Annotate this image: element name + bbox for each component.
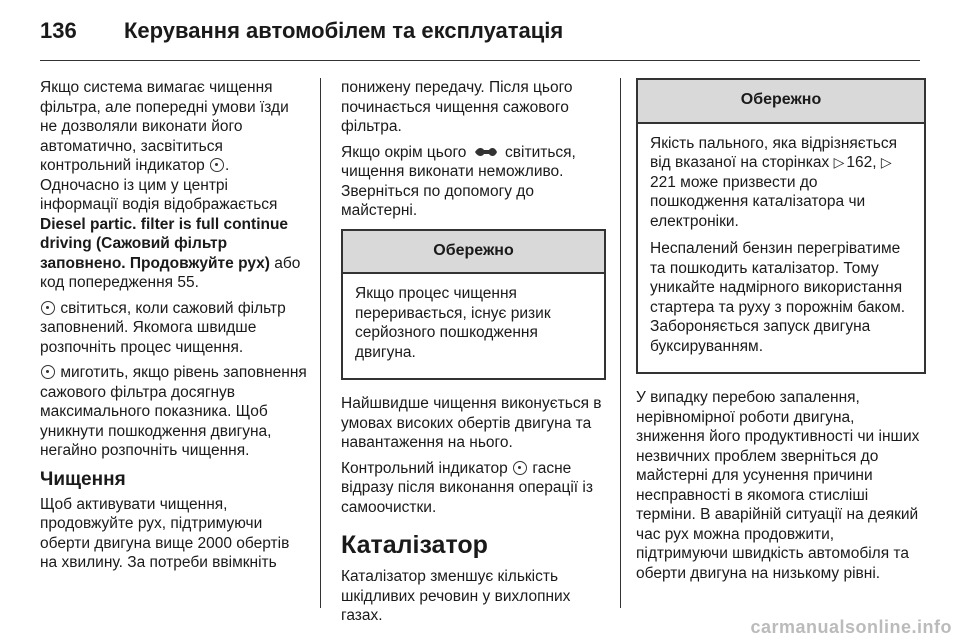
arrow-right-icon: ▷ — [833, 154, 845, 170]
page-number: 136 — [40, 18, 77, 43]
paragraph: понижену передачу. Після цього починається чищення сажового фільтра. — [341, 79, 573, 135]
paragraph: Якщо система вимагає чищення фільтра, але попередні умови їзди не дозволяли виконати його автоматично, засвітиться контрольний індикатор . Одночасно із цим у центрі інформації водія відображається Diesel partic. filter is full continue driving (Сажовий фільтр заповнено. Продовжуйте рух) або код попередження 55. — [40, 79, 301, 291]
warning-box — [341, 229, 606, 381]
paragraph: Контрольний індикатор гасне відразу після виконання операції із самоочистки. — [341, 459, 593, 516]
page-ref-link[interactable]: 162, — [846, 154, 877, 171]
paragraph: світиться, коли сажовий фільтр заповнений. Якомога швидше розпочніть процес чищення. — [40, 299, 286, 356]
dpf-icon — [513, 461, 527, 475]
column-divider-2 — [620, 78, 621, 608]
paragraph: У випадку перебою запалення, нерівномірної роботи двигуна, зниження його продуктивності чи інших незвичних проблем зверніться до майстерні для усунення причини несправності в якомога стисліші терміни. В аварійній ситуації на деякий час рух можна продовжити, підтримуючи швидкість автомобіля та оберти двигуна на низькому рівні. — [636, 389, 920, 582]
display-message: Diesel partic. filter is full continue driving (Сажовий фільтр заповнено. Продовжуйте рух) — [40, 215, 289, 272]
column-3 — [636, 78, 926, 589]
section-heading-catalyst: Каталізатор — [341, 531, 488, 559]
paragraph: Якщо окрім цього світиться, чищення виконати неможливо. Зверніться по допомогу до майстерні. — [341, 143, 576, 219]
warning-text: Якщо процес чищення переривається, існує ризик серйозного пошкодження двигуна. — [355, 285, 551, 361]
paragraph: Щоб активувати чищення, продовжуйте рух, підтримуючи оберти двигуна вище 2000 обертів на хвилину. За потреби ввімкніть — [40, 495, 290, 571]
dpf-icon — [41, 365, 55, 379]
header-divider — [40, 60, 920, 61]
section-heading-cleaning: Чищення — [40, 468, 126, 490]
warning-box — [636, 78, 926, 374]
dpf-icon — [210, 158, 224, 172]
page-title: Керування автомобілем та експлуатація — [124, 18, 564, 43]
page-ref-link[interactable]: 221 може призвести до пошкодження каталізатора чи електроніки. — [650, 173, 866, 230]
watermark: carmanualsonline.info — [750, 617, 952, 637]
page-header — [40, 14, 920, 54]
paragraph: миготить, якщо рівень заповнення сажового фільтра досягнув максимального показника. Щоб уникнути пошкодження двигуна, негайно розпочніть чищення. — [40, 364, 307, 459]
column-divider-1 — [320, 78, 321, 608]
paragraph: Найшвидше чищення виконується в умовах високих обертів двигуна та навантаження на нього. — [341, 395, 602, 451]
warning-text: Неспалений бензин перегріватиме та пошкодить каталізатор. Тому уникайте надмірного використання стартера та руху з порожнім баком. Забороняється запуск двигуна буксируванням. — [650, 240, 906, 355]
paragraph: Каталізатор зменшує кількість шкідливих речовин у вихлопних газах. — [341, 568, 571, 624]
wrench-icon — [473, 146, 499, 158]
dpf-icon — [41, 301, 55, 315]
arrow-right-icon: ▷ — [880, 154, 892, 170]
column-1 — [40, 78, 308, 579]
warning-text: Якість пального, яка відрізняється від вказаної на сторінках ▷ 162, ▷221 може призвести до пошкодження каталізатора чи електроніки. — [650, 134, 898, 230]
column-2 — [341, 78, 606, 632]
warning-title: Обережно — [638, 80, 924, 124]
warning-title: Обережно — [343, 231, 604, 275]
